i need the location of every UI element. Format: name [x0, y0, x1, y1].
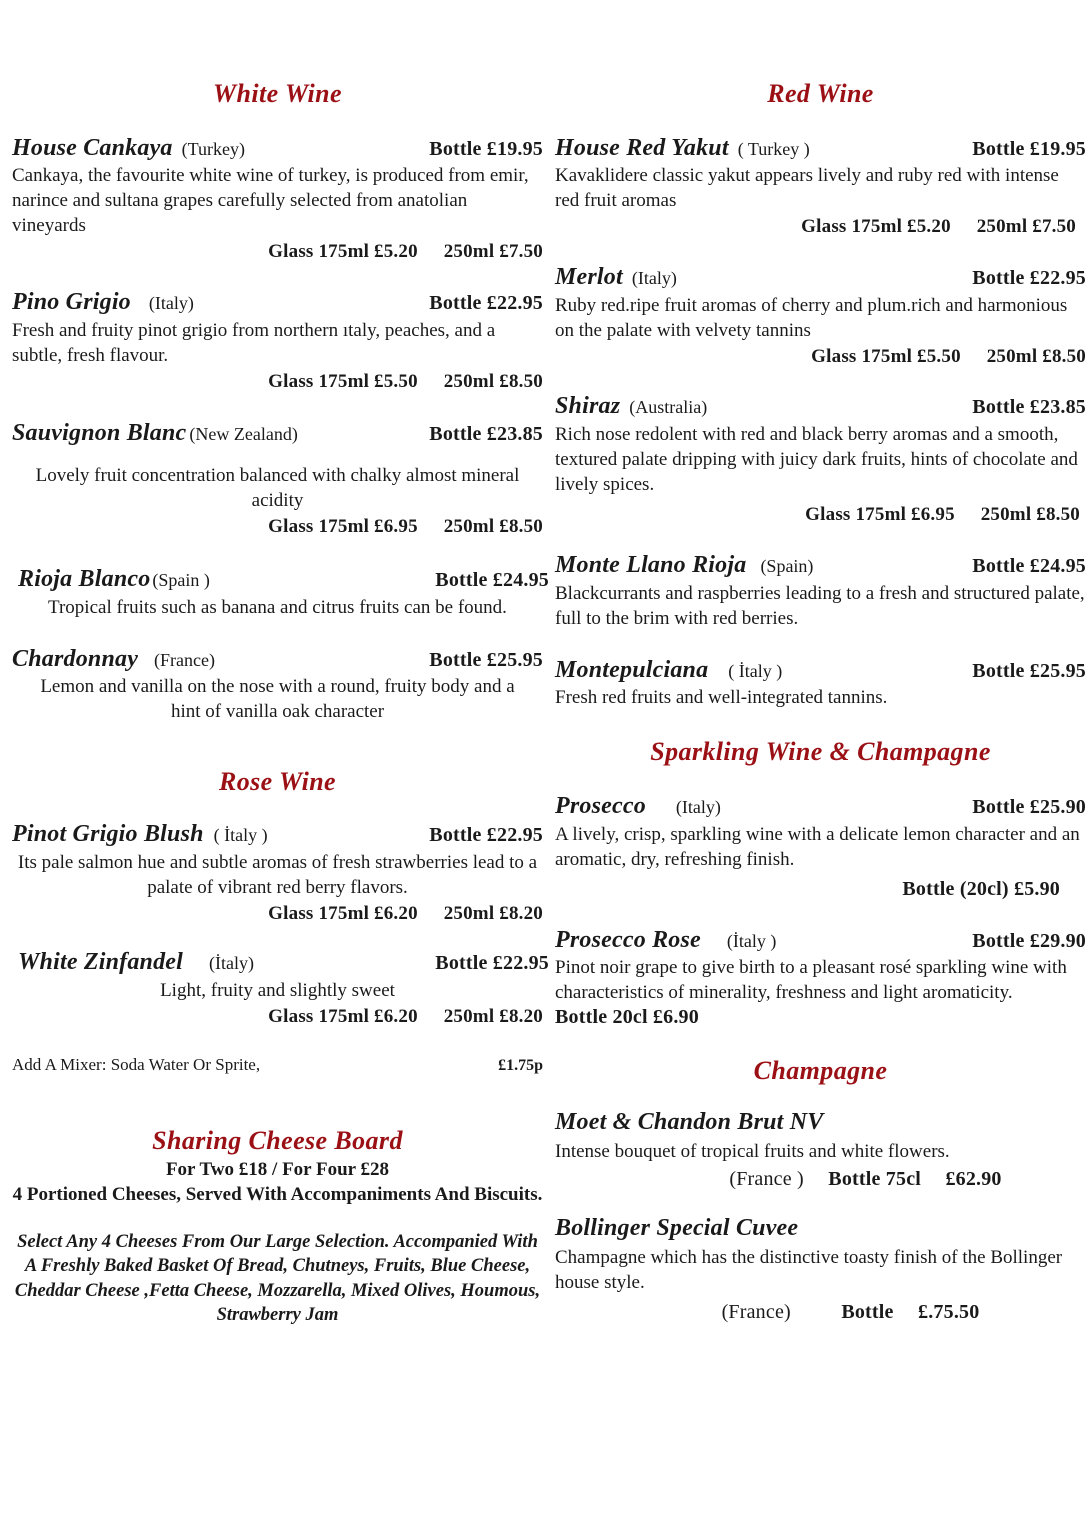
cheese-board-price-line: For Two £18 / For Four £28: [165, 1159, 390, 1181]
glass-price-row: [12, 370, 543, 395]
menu-item-white-zinfandel: [12, 949, 549, 1029]
section-heading-champagne: Champagne: [753, 1055, 888, 1085]
bottle-price: Bottle £23.85: [972, 396, 1086, 419]
item-header-row: [12, 135, 543, 163]
bottle-size-label: Bottle 75cl: [828, 1168, 922, 1191]
menu-item-prosecco: [555, 793, 1086, 901]
glass-250-price: 250ml £8.20: [443, 902, 543, 924]
item-header-row: [12, 289, 543, 317]
wine-description: Rich nose redolent with red and black berry aromas and a smooth, textured palate dripping with juicy dark fruits, hints of chocolate and lively spices.: [555, 424, 1078, 496]
item-header-row: [555, 393, 1086, 421]
menu-item-moet-chandon-brut-nv: [555, 1109, 1086, 1191]
item-header-row: [12, 949, 549, 977]
glass-250-price: 250ml £8.20: [443, 1006, 543, 1028]
item-header-row: [12, 646, 543, 674]
menu-item-bollinger-special-cuvee: [555, 1215, 1086, 1324]
bottle-price: Bottle £22.95: [972, 267, 1086, 290]
section-heading-sharing-cheese-board: Sharing Cheese Board: [152, 1125, 403, 1155]
wine-name: Pinot Grigio Blush: [12, 821, 204, 847]
wine-origin: ( Turkey ): [737, 138, 810, 159]
wine-name: Merlot: [555, 264, 623, 291]
wine-name: Moet & Chandon Brut NV: [555, 1109, 824, 1136]
glass-price-row: [555, 345, 1086, 370]
menu-item-shiraz: [555, 393, 1086, 528]
bottle-price: Bottle £22.95: [429, 292, 543, 315]
wine-name: Bollinger Special Cuvee: [555, 1215, 799, 1242]
wine-name: Pino Grigio: [12, 289, 131, 316]
bottle-price: Bottle £19.95: [972, 137, 1086, 160]
wine-name: Monte Llano Rioja: [555, 551, 747, 578]
bottle-price: Bottle £24.95: [972, 554, 1086, 577]
wine-description: Tropical fruits such as banana and citrus fruits can be found.: [48, 596, 507, 618]
wine-origin: (Spain): [760, 555, 814, 576]
menu-item-chardonnay: [12, 646, 543, 725]
wine-description: Its pale salmon hue and subtle aromas of fresh strawberries lead to a palate of vibrant red berry flavors.: [17, 851, 538, 898]
wine-description: Light, fruity and slightly sweet: [160, 980, 395, 1002]
glass-175-price: Glass 175ml £6.20: [268, 902, 418, 924]
wine-origin: (Spain ): [152, 569, 210, 590]
menu-item-merlot: [555, 264, 1086, 369]
bottle-price: Bottle £19.95: [429, 137, 543, 160]
wine-description: Ruby red.ripe fruit aromas of cherry and plum.rich and harmonious on the palate with velvety tannins: [555, 294, 1068, 341]
wine-origin: (New Zealand): [189, 423, 298, 444]
glass-price-row: [555, 503, 1086, 528]
menu-item-prosecco-rose: [555, 927, 1086, 1029]
item-header-row: [555, 793, 1086, 821]
bottle-price: Bottle £24.95: [435, 568, 549, 591]
add-mixer-row: [12, 1055, 543, 1075]
wine-description: Pinot noir grape to give birth to a pleasant rosé sparkling wine with characteristics of minerality, freshness and light aromaticity.: [555, 957, 1067, 1004]
wine-description: Kavaklidere classic yakut appears lively and ruby red with intense red fruit aromas: [555, 165, 1059, 212]
section-heading-red-wine: Red Wine: [767, 79, 874, 108]
wine-name: Sauvignon Blanc: [12, 419, 187, 446]
add-mixer-label: Add A Mixer: Soda Water Or Sprite,: [12, 1054, 261, 1074]
item-header-row: [12, 420, 543, 448]
item-header-row: [555, 927, 1086, 955]
glass-price-row: [12, 515, 543, 540]
champagne-price-row: [555, 1168, 1086, 1191]
bottle-price: Bottle £22.95: [429, 824, 543, 846]
glass-175-price: Glass 175ml £6.95: [268, 516, 418, 538]
bottle-price: Bottle £22.95: [435, 952, 549, 975]
cheese-board-serving-line: 4 Portioned Cheeses, Served With Accompaniments And Biscuits.: [12, 1184, 543, 1206]
wine-description: A lively, crisp, sparkling wine with a delicate lemon character and an aromatic, dry, refreshing finish.: [555, 823, 1080, 870]
glass-250-price: 250ml £7.50: [443, 241, 543, 263]
wine-origin: ( İtaly ): [213, 825, 268, 845]
wine-origin: (Australia): [629, 397, 708, 418]
glass-250-price: 250ml £8.50: [443, 370, 543, 392]
bottle-price: Bottle £25.95: [429, 648, 543, 671]
glass-price-row: [12, 1005, 543, 1030]
add-mixer-price: £1.75p: [498, 1056, 543, 1074]
glass-175-price: Glass 175ml £6.20: [268, 1006, 418, 1028]
item-header-row: [12, 566, 549, 594]
wine-name: Shiraz: [555, 393, 621, 420]
glass-175-price: Glass 175ml £5.50: [811, 345, 961, 367]
wine-origin: (France): [154, 649, 216, 670]
glass-250-price: 250ml £8.50: [986, 345, 1086, 367]
item-header-row: [555, 135, 1086, 163]
section-heading-sparkling-wine-champagne: Sparkling Wine & Champagne: [650, 737, 991, 767]
bottle-price: £62.90: [945, 1168, 1002, 1191]
glass-250-price: 250ml £8.50: [980, 504, 1080, 526]
bottle-size-label: Bottle: [841, 1301, 894, 1324]
wine-origin: (Turkey): [181, 138, 245, 159]
bottle-price: Bottle £23.85: [429, 422, 543, 445]
menu-item-rioja-blanco: [12, 565, 549, 620]
wine-origin: (France ): [729, 1168, 804, 1191]
glass-price-row: [12, 240, 543, 265]
wine-name: Chardonnay: [12, 645, 139, 672]
menu-item-monte-llano-rioja: [555, 552, 1086, 631]
left-column: [12, 0, 549, 1327]
menu-item-sauvignon-blanc: [12, 420, 543, 540]
bottle-price: Bottle £25.90: [972, 796, 1086, 818]
section-heading-rose-wine: Rose Wine: [218, 767, 336, 797]
wine-description: Lemon and vanilla on the nose with a round, fruity body and a hint of vanilla oak character: [40, 676, 515, 723]
menu-item-house-cankaya: [12, 135, 543, 266]
glass-250-price: 250ml £7.50: [976, 216, 1076, 238]
wine-origin: (France): [721, 1301, 791, 1324]
wine-origin: (Italy): [631, 268, 677, 289]
right-column: [555, 0, 1086, 1324]
wine-origin: (İtaly ): [726, 930, 777, 951]
menu-item-pinot-grigio-blush: [12, 821, 543, 926]
wine-origin: ( İtaly ): [728, 660, 783, 681]
wine-origin: (Italy): [148, 293, 194, 314]
menu-item-montepulciana: [555, 657, 1086, 711]
glass-175-price: Glass 175ml £6.95: [805, 504, 955, 526]
wine-name: Prosecco Rose: [555, 926, 701, 953]
bottle-price: Bottle £29.90: [972, 929, 1086, 952]
bottle-price: Bottle £25.95: [972, 659, 1086, 682]
glass-175-price: Glass 175ml £5.50: [268, 370, 418, 392]
wine-description: Fresh and fruity pinot grigio from northern ıtaly, peaches, and a subtle, fresh flavour.: [12, 319, 496, 366]
prosecco-rose-20cl-price: Bottle 20cl £6.90: [555, 1005, 699, 1028]
wine-description: Lovely fruit concentration balanced with chalky almost mineral acidity: [35, 465, 520, 512]
item-header-row: [555, 657, 1086, 685]
glass-price-row: [555, 215, 1086, 240]
wine-name: Prosecco: [555, 793, 646, 819]
wine-name: Montepulciana: [555, 656, 709, 683]
item-header-row: [555, 264, 1086, 292]
glass-175-price: Glass 175ml £5.20: [268, 241, 418, 263]
wine-name: House Cankaya: [12, 134, 173, 161]
wine-origin: (İtaly): [209, 953, 254, 974]
menu-item-pino-grigio: [12, 289, 543, 394]
wine-name: House Red Yakut: [555, 134, 729, 161]
item-header-row: [555, 552, 1086, 580]
item-header-row: [12, 821, 543, 849]
wine-description: Blackcurrants and raspberries leading to a fresh and structured palate, full to the brim with red berries.: [555, 582, 1085, 629]
cheese-board-body-text: Select Any 4 Cheeses From Our Large Selection. Accompanied With A Freshly Baked Basket Of Bread, Chutneys, Fruits, Blue Cheese, Cheddar Cheese ,Fetta Cheese, Mozzarella, Mixed Olives, Houmous, Strawberry Jam: [14, 1231, 541, 1325]
glass-price-row: [12, 902, 543, 927]
prosecco-20cl-price: Bottle (20cl) £5.90: [902, 877, 1060, 900]
wine-name: White Zinfandel: [18, 949, 184, 976]
wine-name: Rioja Blanco: [18, 565, 151, 592]
wine-description: Cankaya, the favourite white wine of turkey, is produced from emir, narince and sultana grapes carefully selected from anatolian vineyards: [12, 165, 529, 237]
glass-175-price: Glass 175ml £5.20: [801, 216, 951, 238]
wine-description: Intense bouquet of tropical fruits and white flowers.: [555, 1141, 950, 1163]
wine-origin: (Italy): [675, 797, 721, 817]
glass-250-price: 250ml £8.50: [443, 516, 543, 538]
champagne-price-row: [555, 1301, 1086, 1324]
section-heading-white-wine: White Wine: [213, 79, 342, 108]
bottle-price: £.75.50: [918, 1301, 980, 1324]
menu-item-house-red-yakut: [555, 135, 1086, 240]
wine-description: Champagne which has the distinctive toasty finish of the Bollinger house style.: [555, 1247, 1063, 1294]
wine-description: Fresh red fruits and well-integrated tannins.: [555, 687, 888, 709]
